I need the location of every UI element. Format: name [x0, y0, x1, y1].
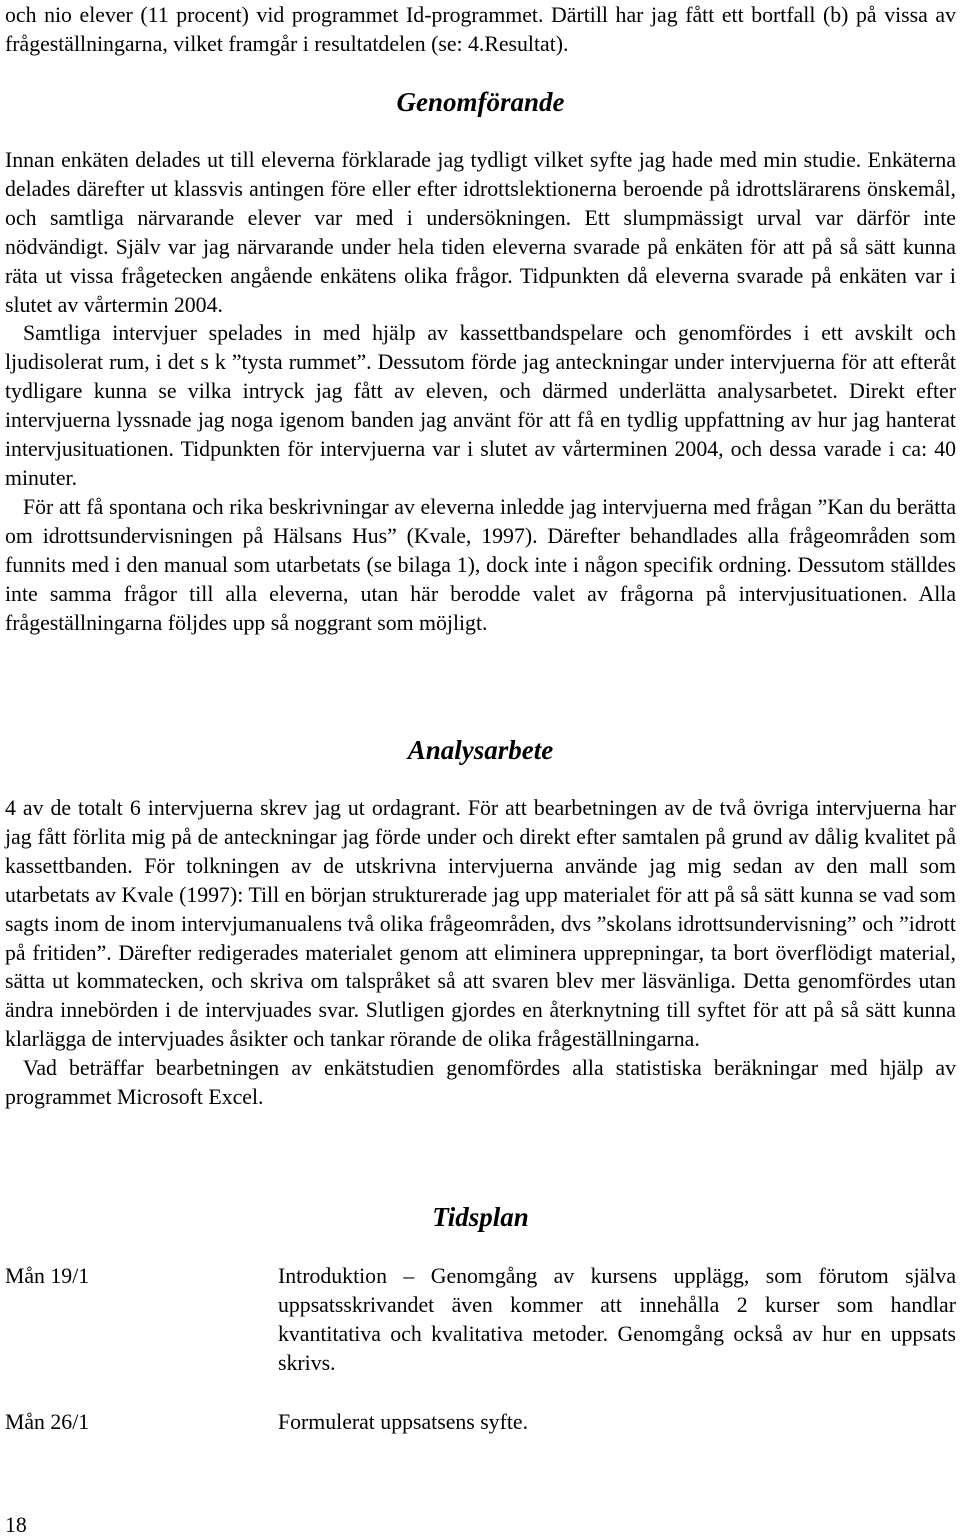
schedule-description: Introduktion – Genomgång av kursens upplägg, som förutom själva uppsatsskrivandet även kommer att innehålla 2 kurser som handlar kvantitativa och kvalitativa metoder. Genomgång också av hur en uppsats skrivs. — [278, 1264, 956, 1375]
genomforande-paragraph-2: Samtliga intervjuer spelades in med hjälp av kassettbandspelare och genomfördes i ett avskilt och ljudisolerat rum, i det s k ”tysta rummet”. Dessutom förde jag anteckningar under intervjuerna för att efteråt tydligare kunna se vilka intryck jag fått av eleven, och därmed underlätta analysarbetet. Direkt efter intervjuerna lyssnade jag noga igenom banden jag använt för att få en tydlig uppfattning av hur jag hanterat intervjusituationen. Tidpunkten för intervjuerna var i slutet av vårterminen 2004, och dessa varade i ca: 40 minuter. — [5, 321, 956, 490]
section-heading-genomforande: Genomförande — [396, 87, 565, 117]
genomforande-block — [5, 146, 956, 637]
analysarbete-paragraph-1: 4 av de totalt 6 intervjuerna skrev jag ut ordagrant. För att bearbetningen av de två övriga intervjuerna har jag fått förlita mig på de anteckningar jag förde under och direkt efter samtalen på grund av dålig kvalitet på kassettbanden. För tolkningen av de utskrivna intervjuerna använde jag mig sedan av den mall som utarbetats av Kvale (1997): Till en början strukturerade jag upp materialet för att på så sätt kunna se vad som sagts inom de inom intervjumanualens två olika frågeområden, dvs ”skolans idrottsundervisning” och ”idrott på fritiden”. Därefter redigerades materialet genom att eliminera upprepningar, ta bort överflödigt material, sätta ut kommatecken, och skriva om talspråket så att svaren blev mer läsvänliga. Detta genomfördes utan ändra innebörden i de intervjuades svar. Slutligen gjordes en återknytning till syftet för att på så sätt kunna klarlägga de intervjuades åsikter och tankar rörande de olika frågeställningarna. — [5, 796, 956, 1052]
section-heading-tidsplan: Tidsplan — [432, 1202, 529, 1232]
schedule-date: Mån 19/1 — [5, 1264, 90, 1288]
section-heading-analysarbete: Analysarbete — [407, 735, 554, 765]
analysarbete-block — [5, 794, 956, 1112]
schedule-description: Formulerat uppsatsens syfte. — [278, 1410, 529, 1434]
schedule-date: Mån 26/1 — [5, 1410, 90, 1434]
page-number: 18 — [5, 1513, 27, 1537]
intro-paragraph: och nio elever (11 procent) vid programmet Id-programmet. Därtill har jag fått ett bortfall (b) på vissa av frågeställningarna, vilket framgår i resultatdelen (se: 4.Resultat). — [5, 3, 956, 56]
intro-block — [5, 1, 956, 59]
genomforande-paragraph-1: Innan enkäten delades ut till eleverna förklarade jag tydligt vilket syfte jag hade med min studie. Enkäterna delades därefter ut klassvis antingen före eller efter idrottslektionerna beroende på idrottslärarens önskemål, och samtliga närvarande elever var med i undersökningen. Ett slumpmässigt urval var därför inte nödvändigt. Själv var jag närvarande under hela tiden eleverna svarade på enkäten för att på så sätt kunna räta ut vissa frågetecken angående enkätens olika frågor. Tidpunkten då eleverna svarade på enkäten var i slutet av vårtermin 2004. — [5, 148, 956, 317]
genomforande-paragraph-3: För att få spontana och rika beskrivningar av eleverna inledde jag intervjuerna med frågan ”Kan du berätta om idrottsundervisningen på Hälsans Hus” (Kvale, 1997). Därefter behandlades alla frågeområden som funnits med i den manual som utarbetats (se bilaga 1), dock inte i någon specifik ordning. Dessutom ställdes inte samma frågor till alla eleverna, utan här berodde valet av frågorna på intervjusituationen. Alla frågeställningarna följdes upp så noggrant som möjligt. — [5, 494, 956, 635]
analysarbete-paragraph-2: Vad beträffar bearbetningen av enkätstudien genomfördes alla statistiska beräkningar med hjälp av programmet Microsoft Excel. — [5, 1056, 956, 1110]
